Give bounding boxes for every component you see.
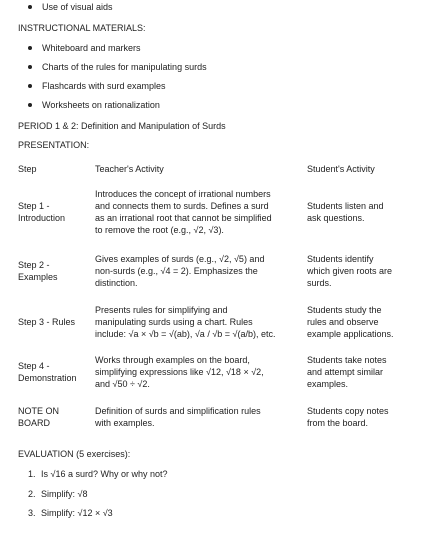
table-row: [18, 244, 415, 297]
header-step: Step: [18, 164, 37, 174]
bullet-icon: [28, 65, 32, 69]
item-number: 2.: [28, 489, 36, 499]
bullet-icon: [28, 84, 32, 88]
table-row: [18, 297, 415, 347]
student-cell: Students copy notes from the board.: [307, 406, 389, 428]
table-row: [18, 397, 415, 437]
item-text: Simplify: √8: [41, 489, 88, 499]
table-header-row: [18, 159, 415, 179]
bullet-icon: [28, 5, 32, 9]
section-heading-materials: INSTRUCTIONAL MATERIALS:: [18, 23, 146, 33]
student-cell: Students listen and ask questions.: [307, 200, 384, 223]
student-cell: Students study the rules and observe example applications.: [307, 305, 394, 339]
teacher-cell: Presents rules for simplifying and manipulating surds using a chart. Rules include: √a × √b = √(ab), √a / √b = √(a/b), etc.: [95, 305, 276, 339]
student-cell: Students take notes and attempt similar examples.: [307, 355, 387, 389]
table-row: [18, 179, 415, 244]
teacher-cell: Definition of surds and simplification rules with examples.: [95, 406, 261, 428]
bullet-icon: [28, 46, 32, 50]
evaluation-heading: EVALUATION (5 exercises):: [18, 449, 131, 459]
bullet-icon: [28, 103, 32, 107]
teacher-cell: Works through examples on the board, simplifying expressions like √12, √18 × √2, and √50 ÷ √2.: [95, 355, 264, 389]
item-text: Is √16 a surd? Why or why not?: [41, 469, 168, 479]
presentation-heading: PRESENTATION:: [18, 140, 90, 150]
step-cell: Step 2 - Examples: [18, 259, 58, 282]
item-number: 3.: [28, 508, 36, 518]
header-student: Student's Activity: [307, 164, 375, 174]
list-item: [28, 488, 87, 500]
step-cell: Step 3 - Rules: [18, 317, 76, 327]
student-cell: Students identify which given roots are surds.: [307, 253, 393, 288]
item-number: 1.: [28, 469, 36, 479]
header-teacher: Teacher's Activity: [95, 164, 164, 174]
item-text: Simplify: √12 × √3: [41, 508, 113, 518]
teacher-cell: Gives examples of surds (e.g., √2, √5) and non-surds (e.g., √4 = 2). Emphasizes the distinction.: [95, 253, 265, 288]
step-cell: Step 1 - Introduction: [18, 200, 66, 223]
step-cell: Step 4 - Demonstration: [18, 361, 77, 383]
list-item-text: Flashcards with surd examples: [42, 81, 166, 91]
lesson-table: [18, 159, 415, 437]
period-heading: PERIOD 1 & 2: Definition and Manipulation of Surds: [18, 121, 226, 131]
list-item: [28, 468, 168, 480]
list-item-text: Whiteboard and markers: [42, 43, 141, 53]
list-item-text: Worksheets on rationalization: [42, 100, 160, 110]
teacher-cell: Introduces the concept of irrational numbers and connects them to surds. Defines a surd as an irrational root that cannot be simplified to remove the root (e.g., √2, √3).: [95, 188, 272, 235]
step-cell: NOTE ON BOARD: [18, 406, 60, 428]
list-item: [28, 507, 113, 519]
list-item-text: Charts of the rules for manipulating surds: [42, 62, 207, 72]
list-item-text: Use of visual aids: [42, 2, 113, 12]
table-row: [18, 347, 415, 397]
